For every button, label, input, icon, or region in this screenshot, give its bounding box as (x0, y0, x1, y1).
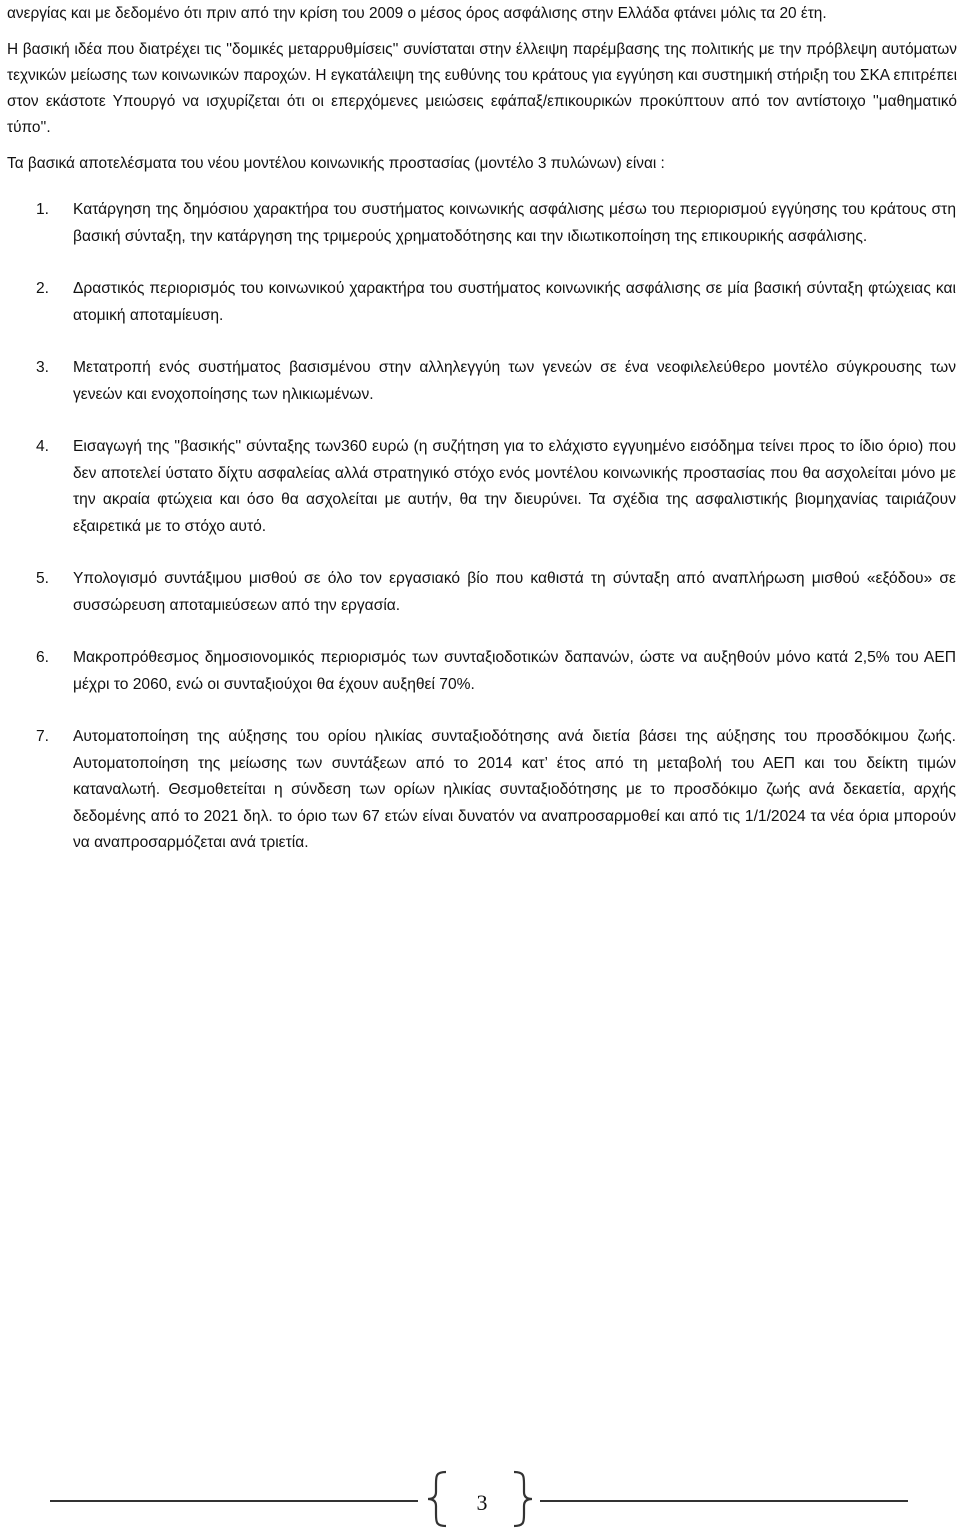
paragraph-structural-reforms: Η βασική ιδέα που διατρέχει τις ''δομικές μεταρρυθμίσεις'' συνίσταται στην έλλειψη παρέμβασης της πολιτικής με την πρόβλεψη αυτόματων τεχνικών μείωσης των κοινωνικών παροχών. Η εγκατάλειψη της ευθύνης του κράτους για εγγύηση και συστημική στήριξη του ΣΚΑ επιτρέπει στον εκάστοτε Υπουργό να ισχυρίζεται ότι οι επερχόμενες μειώσεις εφάπαξ/επικουρικών προκύπτουν από τον αντίστοιχο ''μαθηματικό τύπο''. (7, 41, 957, 136)
list-item (7, 566, 957, 619)
list-item-number: 7. (36, 728, 50, 745)
list-item-text: Μακροπρόθεσμος δημοσιονομικός περιορισμός των συνταξιοδοτικών δαπανών, ώστε να αυξηθούν μόνο κατά 2,5% του ΑΕΠ μέχρι το 2060, ενώ οι συνταξιούχοι θα έχουν αυξηθεί 70%. (73, 649, 956, 693)
list-item-number: 6. (36, 649, 50, 666)
paragraph-intro: ανεργίας και με δεδομένο ότι πριν από την κρίση του 2009 ο μέσος όρος ασφάλισης στην Ελλάδα φτάνει μόλις τα 20 έτη. (7, 5, 827, 22)
list-item-text: Υπολογισμό συντάξιμου μισθού σε όλο τον εργασιακό βίο που καθιστά τη σύνταξη από αναπλήρωση μισθού «εξόδου» σε συσσώρευση αποταμιεύσεων από την εργασία. (73, 570, 956, 614)
list-item-number: 1. (36, 201, 50, 218)
right-brace-icon (510, 1470, 536, 1528)
page-footer (0, 1462, 960, 1524)
list-item (7, 434, 957, 540)
list-item (7, 645, 957, 698)
document-page (7, 0, 957, 883)
list-item-number: 2. (36, 280, 50, 297)
paragraph-results-heading: Τα βασικά αποτελέσματα του νέου μοντέλου κοινωνικής προστασίας (μοντέλο 3 πυλώνων) είναι : (7, 155, 665, 172)
list-item-number: 3. (36, 359, 50, 376)
list-item-text: Εισαγωγή της ''βασικής'' σύνταξης των360 ευρώ (η συζήτηση για το ελάχιστο εγγυημένο εισόδημα τείνει προς το ίδιο όριο) που δεν αποτελεί ύστατο δίχτυ ασφαλείας αλλά στρατηγικό στόχο ενός μοντέλου κοινωνικής προστασίας που θα ασχολείται μόνο με την ακραία φτώχεια και όσο θα ασχολείται με αυτήν, θα την διευρύνει. Τα σχέδια της ασφαλιστικής βιομηχανίας ταιριάζουν εξαιρετικά με το στόχο αυτό. (73, 438, 956, 535)
left-brace-icon (424, 1470, 450, 1528)
list-item-text: Δραστικός περιορισμός του κοινωνικού χαρακτήρα του συστήματος κοινωνικής ασφάλισης σε μία βασική σύνταξη φτώχειας και ατομική αποταμίευση. (73, 280, 956, 324)
page-number: 3 (476, 1490, 488, 1515)
list-item (7, 276, 957, 329)
list-item (7, 197, 957, 250)
list-item-text: Μετατροπή ενός συστήματος βασισμένου στην αλληλεγγύη των γενεών σε ένα νεοφιλελεύθερο μοντέλο σύγκρουσης των γενεών και ενοχοποίησης των ηλικιωμένων. (73, 359, 956, 403)
footer-rule-right (540, 1500, 908, 1502)
footer-rule-left (50, 1500, 418, 1502)
list-item-number: 4. (36, 438, 50, 455)
list-item-text: Αυτοματοποίηση της αύξησης του ορίου ηλικίας συνταξιοδότησης ανά διετία βάσει της αύξησης του προσδόκιμου ζωής. Αυτοματοποίηση της μείωσης των συντάξεων από το 2014 κατ’ έτος από τη μεταβολή του ΑΕΠ και του δείκτη τιμών καταναλωτή. Θεσμοθετείται η σύνδεση των ορίων ηλικίας συνταξιοδότησης με το προσδόκιμο ζωής ανά δεκαετία, αρχής δεδομένης από το 2021 δηλ. το όριο των 67 ετών είναι δυνατόν να αναπροσαρμοθεί και από τις 1/1/2024 τα νέα όρια μπορούν να αναπροσαρμόζεται ανά τριετία. (73, 728, 956, 851)
list-item (7, 724, 957, 857)
list-item (7, 355, 957, 408)
list-item-number: 5. (36, 570, 50, 587)
results-list (7, 197, 957, 857)
list-item-text: Κατάργηση της δημόσιου χαρακτήρα του συστήματος κοινωνικής ασφάλισης μέσω του περιορισμού εγγύησης του κράτους στη βασική σύνταξη, την κατάργηση της τριμερούς χρηματοδότησης και την ιδιωτικοποίηση της επικουρικής ασφάλισης. (73, 201, 956, 245)
